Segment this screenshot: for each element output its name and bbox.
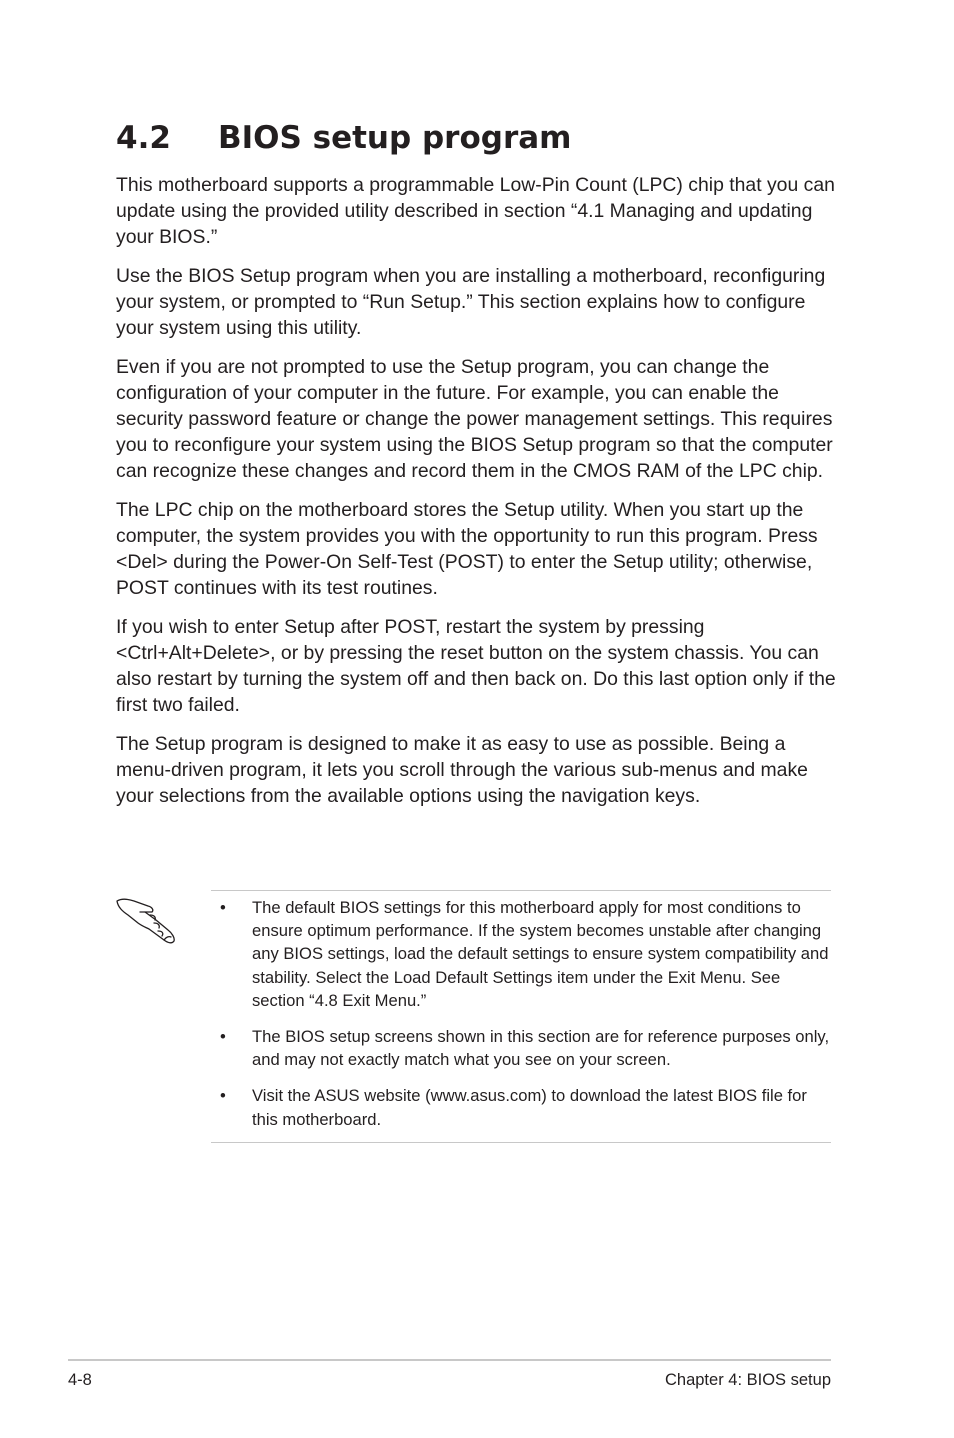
section-number: 4.2 bbox=[116, 120, 171, 156]
note-item-text: The BIOS setup screens shown in this section are for reference purposes only, and may not exactly match what you see on your screen. bbox=[252, 1027, 830, 1070]
note-item bbox=[211, 1084, 835, 1130]
footer-divider bbox=[68, 1359, 831, 1361]
note-top-divider bbox=[211, 890, 831, 891]
section-title: BIOS setup program bbox=[218, 120, 572, 156]
paragraph: The Setup program is designed to make it as easy to use as possible. Being a menu-driven program, it lets you scroll through the various sub-menus and make your selections from the available options using the navigation keys. bbox=[116, 733, 808, 807]
paragraph: If you wish to enter Setup after POST, restart the system by pressing <Ctrl+Alt+Delete>, or by pressing the reset button on the system chassis. You can also restart by turning the system off and then back on. Do this last option only if the first two failed. bbox=[116, 616, 836, 716]
hand-pointer-icon bbox=[114, 893, 180, 945]
note-item-text: The default BIOS settings for this motherboard apply for most conditions to ensure optimum performance. If the system becomes unstable after changing any BIOS settings, load the default settings to ensure system compatibility and stability. Select the Load Default Settings item under the Exit Menu. See section “4.8 Exit Menu.” bbox=[252, 898, 829, 1010]
note-item bbox=[211, 1025, 835, 1071]
paragraph: The LPC chip on the motherboard stores the Setup utility. When you start up the computer, the system provides you with the opportunity to run this program. Press <Del> during the Power-On Self-Test (POST) to enter the Setup utility; otherwise, POST continues with its test routines. bbox=[116, 499, 818, 599]
bullet: • bbox=[220, 1027, 226, 1047]
chapter-title: Chapter 4: BIOS setup bbox=[664, 1371, 831, 1389]
note-bottom-divider bbox=[211, 1142, 831, 1143]
paragraph: Use the BIOS Setup program when you are installing a motherboard, reconfiguring your system, or prompted to “Run Setup.” This section explains how to configure your system using this utility. bbox=[116, 265, 826, 339]
note-list bbox=[211, 896, 835, 1144]
note-item bbox=[211, 896, 835, 1012]
paragraph: Even if you are not prompted to use the Setup program, you can change the configuration of your computer in the future. For example, you can enable the security password feature or change the power management settings. This requires you to reconfigure your system using the BIOS Setup program so that the computer can recognize these changes and record them in the CMOS RAM of the LPC chip. bbox=[116, 356, 833, 482]
bullet: • bbox=[220, 1086, 226, 1106]
page-number: 4-8 bbox=[68, 1371, 92, 1389]
note-item-text: Visit the ASUS website (www.asus.com) to download the latest BIOS file for this motherboard. bbox=[252, 1086, 807, 1129]
bullet: • bbox=[220, 898, 226, 917]
paragraph: This motherboard supports a programmable Low-Pin Count (LPC) chip that you can update using the provided utility described in section “4.1 Managing and updating your BIOS.” bbox=[116, 174, 835, 248]
section-heading bbox=[116, 118, 571, 158]
body-text bbox=[116, 172, 836, 822]
